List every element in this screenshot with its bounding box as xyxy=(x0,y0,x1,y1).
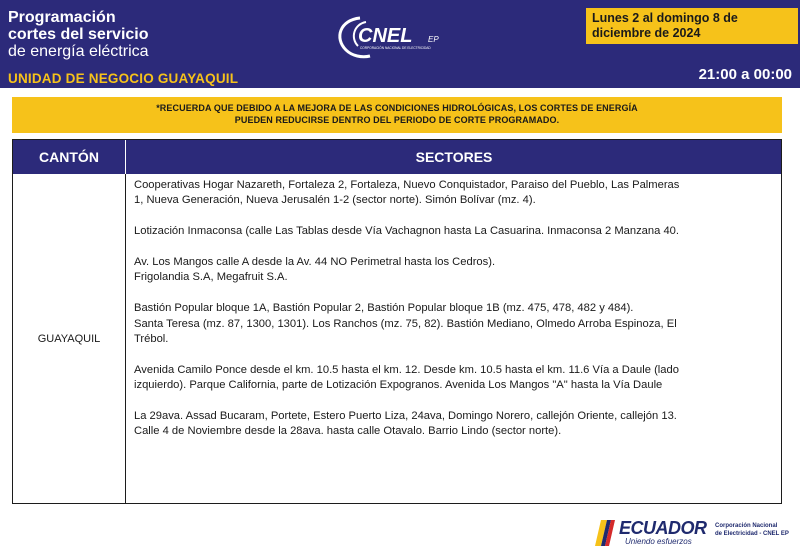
ecuador-flag-icon xyxy=(595,518,619,548)
column-divider xyxy=(125,174,126,503)
sector-group xyxy=(134,224,774,239)
sector-group xyxy=(134,301,774,347)
notice-banner xyxy=(12,97,782,133)
sector-group xyxy=(134,178,774,209)
logo-caption: CORPORACIÓN NACIONAL DE ELECTRICIDAD xyxy=(360,46,431,50)
sector-line: La 29ava. Assad Bucaram, Portete, Estero Puerto Liza, 24ava, Domingo Norero, callejón Oriente, callejón 13. xyxy=(134,410,677,423)
sector-line: Avenida Camilo Ponce desde el km. 10.5 hasta el km. 12. Desde km. 10.5 hasta el km. 11.6 Vía a Daule (lado xyxy=(134,363,679,376)
notice-line-1: *RECUERDA QUE DEBIDO A LA MEJORA DE LAS CONDICIONES HIDROLÓGICAS, LOS CORTES DE ENERGÍA xyxy=(156,103,638,113)
sector-group xyxy=(134,363,774,394)
sector-group xyxy=(134,255,774,286)
cnel-logo xyxy=(330,12,470,62)
sector-line: Lotización Inmaconsa (calle Las Tablas desde Vía Vachagnon hasta La Casuarina. Inmaconsa 2 Manzana 40. xyxy=(134,225,680,238)
time-range-label: 21:00 a 00:00 xyxy=(698,66,792,83)
title-line-3: de energía eléctrica xyxy=(8,43,149,60)
sector-line: Cooperativas Hogar Nazareth, Fortaleza 2, Fortaleza, Nuevo Conquistador, Paraiso del Pueblo, Las Palmeras xyxy=(134,179,680,191)
sector-line: Av. Los Mangos calle A desde la Av. 44 NO Perimetral hasta los Cedros). xyxy=(134,256,496,268)
corporation-name xyxy=(715,522,789,538)
sector-group xyxy=(134,409,774,440)
notice-line-2: PUEDEN REDUCIRSE DENTRO DEL PERIODO DE CORTE PROGRAMADO. xyxy=(234,115,560,125)
header-canton: CANTÓN xyxy=(13,140,126,174)
logo-suffix: EP xyxy=(428,35,439,44)
sector-line: Bastión Popular bloque 1A, Bastión Popular 2, Bastión Popular bloque 1B (mz. 475, 478, 482 y 484). xyxy=(134,302,634,315)
sector-line: izquierdo). Parque California, parte de Lotización Expogranos. Avenida Los Mangos "A" hasta la Vía Daule xyxy=(134,379,663,392)
sector-line: Frigolandia S.A, Megafruit S.A. xyxy=(134,271,288,284)
outage-table xyxy=(12,139,782,504)
page-title xyxy=(8,9,149,60)
sector-line: Calle 4 de Noviembre desde la 28ava. hasta calle Otavalo. Barrio Lindo (sector norte). xyxy=(134,425,562,438)
canton-cell: GUAYAQUIL xyxy=(37,332,101,345)
sectors-cell xyxy=(134,178,774,455)
sector-line: 1, Nueva Generación, Nueva Jerusalén 1-2 (sector norte). Simón Bolívar (mz. 4). xyxy=(134,194,536,207)
ecuador-tagline: Uniendo esfuerzos xyxy=(625,537,692,546)
corporation-line-1: Corporación Nacional xyxy=(715,523,778,529)
header-banner xyxy=(0,0,800,88)
ecuador-logo xyxy=(595,516,795,550)
cnel-logo-icon xyxy=(330,12,470,62)
title-line-2: cortes del servicio xyxy=(8,26,149,43)
title-line-1: Programación xyxy=(8,9,116,26)
business-unit-label: UNIDAD DE NEGOCIO GUAYAQUIL xyxy=(8,71,239,86)
sector-line: Trébol. xyxy=(134,333,169,346)
ecuador-brand: ECUADOR xyxy=(619,518,707,538)
header-sectores: SECTORES xyxy=(415,149,493,165)
sector-line: Santa Teresa (mz. 87, 1300, 1301). Los Ranchos (mz. 75, 82). Bastión Mediano, Olmedo Arroba Espinoza, El xyxy=(134,317,677,330)
corporation-line-2: de Electricidad - CNEL EP xyxy=(715,531,789,537)
date-range-badge: Lunes 2 al domingo 8 de diciembre de 2024 xyxy=(586,8,798,44)
table-header xyxy=(13,140,781,174)
logo-text: CNEL xyxy=(358,25,413,47)
